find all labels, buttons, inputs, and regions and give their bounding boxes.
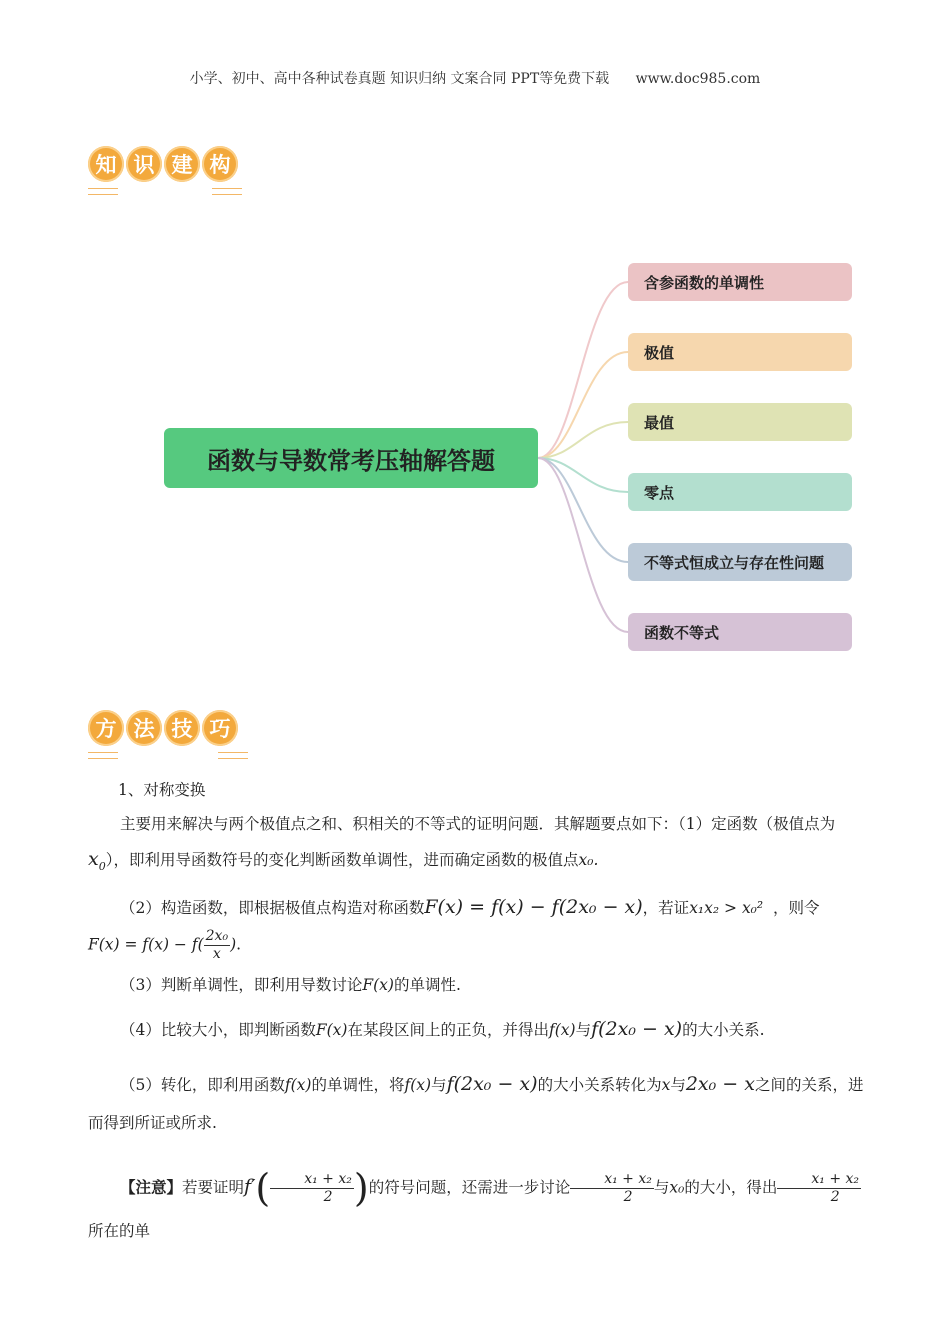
math: F(x) = f(x) − f( xyxy=(88,935,204,954)
badge-char: 法 xyxy=(126,710,162,746)
intro-paragraph xyxy=(88,809,864,878)
fraction xyxy=(270,1171,354,1206)
text: （5）转化，即利用函数 xyxy=(120,1075,285,1094)
text: （2）构造函数，即根据极值点构造对称函数 xyxy=(120,898,425,917)
text: 与 xyxy=(431,1075,447,1094)
fraction-numerator: x₁ + x₂ xyxy=(270,1171,354,1189)
text: 与 xyxy=(575,1020,592,1039)
math: x₀ xyxy=(669,1178,685,1197)
text: 的单调性，将 xyxy=(311,1075,405,1094)
mind-map-leaf: 函数不等式 xyxy=(628,613,852,651)
method-title: 1、对称变换 xyxy=(118,781,206,799)
fraction xyxy=(570,1171,654,1206)
step5-paragraph xyxy=(88,1064,864,1140)
fraction-numerator: x₁ + x₂ xyxy=(570,1171,654,1189)
text: 的单调性. xyxy=(393,975,461,994)
mind-map-root: 函数与导数常考压轴解答题 xyxy=(164,428,538,488)
text: 的符号问题，还需进一步讨论 xyxy=(368,1178,571,1197)
fraction xyxy=(777,1171,861,1206)
badge-underline xyxy=(88,188,118,195)
math: F(x) = f(x) − f(2x₀ − x) xyxy=(424,895,643,918)
fraction xyxy=(204,928,230,963)
badge-char: 方 xyxy=(88,710,124,746)
text: 的大小关系. xyxy=(682,1020,765,1039)
text: ，若证 xyxy=(642,898,690,917)
badge-char: 建 xyxy=(164,146,200,182)
fraction-denominator: 2 xyxy=(830,1188,840,1205)
paren: ) xyxy=(353,1165,369,1210)
math: f(2x₀ − x) xyxy=(446,1072,538,1095)
math: x₁x₂ > x₀² xyxy=(689,898,764,917)
math: F(x) xyxy=(315,1020,348,1039)
header-url[interactable]: www.doc985.com xyxy=(635,71,761,87)
fraction-denominator: 2 xyxy=(323,1188,333,1205)
text: 与 xyxy=(653,1178,670,1197)
math: f(x) xyxy=(548,1020,576,1039)
text: 在某段区间上的正负，并得出 xyxy=(347,1020,549,1039)
step4-paragraph xyxy=(88,1014,864,1044)
math: ) xyxy=(230,935,237,954)
badge-underline xyxy=(212,188,242,195)
text: ，则令 xyxy=(772,898,820,917)
badge-char: 巧 xyxy=(202,710,238,746)
mind-map-leaf: 含参函数的单调性 xyxy=(628,263,852,301)
mind-map-leaf: 最值 xyxy=(628,403,852,441)
text: （3）判断单调性，即利用导数讨论 xyxy=(120,975,363,994)
note-paragraph xyxy=(88,1158,864,1244)
mind-map-leaf: 不等式恒成立与存在性问题 xyxy=(628,543,852,581)
text: 若要证明 xyxy=(182,1178,245,1197)
fraction-denominator: 2 xyxy=(623,1188,633,1205)
paren: ( xyxy=(255,1165,271,1210)
step2-formula-line xyxy=(88,928,864,963)
text: ），即利用导函数符号的变化判断函数单调性，进而确定函数的极值点 xyxy=(105,850,579,869)
connector xyxy=(538,352,628,458)
text: 的大小，得出 xyxy=(684,1178,778,1197)
math: f′ xyxy=(244,1175,256,1198)
header-text: 小学、初中、高中各种试卷真题 知识归纳 文案合同 PPT等免费下载 xyxy=(189,71,610,87)
connector xyxy=(538,458,628,632)
text: 的大小关系转化为 xyxy=(537,1075,662,1094)
math: f(x) xyxy=(404,1075,432,1094)
badge-char: 构 xyxy=(202,146,238,182)
math xyxy=(88,847,106,873)
math-sub: 0 xyxy=(98,859,106,873)
badge-char: 技 xyxy=(164,710,200,746)
fraction-denominator: x xyxy=(212,945,221,962)
text: 所在的单 xyxy=(88,1221,151,1240)
fraction-numerator: x₁ + x₂ xyxy=(777,1171,861,1189)
text: 主要用来解决与两个极值点之和、积相关的不等式的证明问题．其解题要点如下：（1）定函数（极值点为 xyxy=(120,814,836,833)
badge-char: 知 xyxy=(88,146,124,182)
connector xyxy=(538,458,628,562)
connector xyxy=(538,282,628,458)
math: x₀. xyxy=(578,850,599,869)
math: f(2x₀ − x) xyxy=(591,1017,683,1040)
method-content xyxy=(88,778,864,1243)
mind-map-leaf: 零点 xyxy=(628,473,852,511)
mind-map-leaf: 极值 xyxy=(628,333,852,371)
step2-paragraph xyxy=(88,892,864,922)
text: . xyxy=(236,935,242,954)
page-header xyxy=(0,68,950,88)
note-label: 【注意】 xyxy=(120,1178,183,1197)
section-badge-method xyxy=(88,710,238,746)
math: f(x) xyxy=(284,1075,312,1094)
badge-underline xyxy=(88,752,118,759)
math-var: x xyxy=(88,847,99,870)
section-badge-knowledge xyxy=(88,146,238,182)
step3-paragraph xyxy=(88,973,864,998)
badge-underline xyxy=(218,752,248,759)
text: （4）比较大小，即判断函数 xyxy=(120,1020,316,1039)
text: 与 xyxy=(670,1075,686,1094)
fraction-numerator: 2x₀ xyxy=(205,928,229,945)
text: 之间的关系，进而得到所证或所求. xyxy=(88,1075,864,1132)
math: F(x) xyxy=(362,975,394,994)
badge-char: 识 xyxy=(126,146,162,182)
mind-map xyxy=(0,240,950,680)
math: x xyxy=(661,1075,671,1094)
math: 2x₀ − x xyxy=(685,1072,755,1095)
